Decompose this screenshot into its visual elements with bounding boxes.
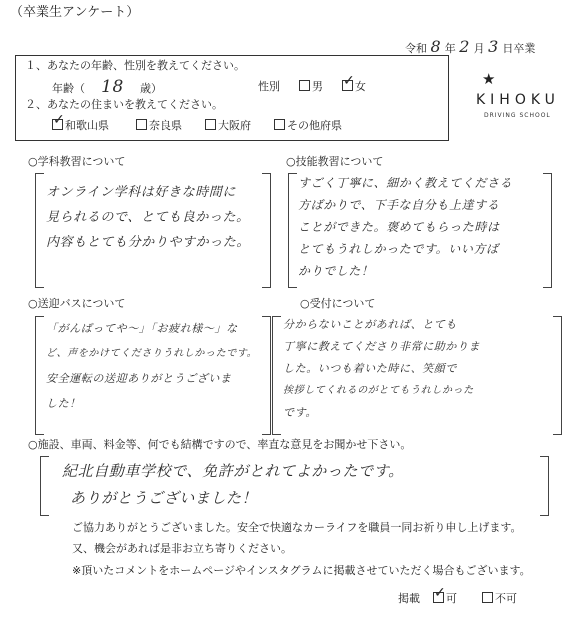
date-year-value: 8 <box>430 37 442 56</box>
q1-label: １、あなたの年齢、性別を教えてください。 <box>25 59 245 72</box>
general-answer-line: 紀北自動車学校で、免許がとれてよかったです。 <box>62 462 404 480</box>
skills-title: ○技能教習について <box>286 155 384 168</box>
male-label: 男 <box>312 80 323 93</box>
bus-answer-line: 安全運転の送迎ありがとうございま <box>46 372 232 385</box>
residence-options <box>52 119 342 133</box>
age-label: 年齢（ <box>52 82 85 95</box>
bus-answer-line: した！ <box>46 397 81 410</box>
general-title: ○施設、車両、料金等、何でも結構ですので、率直な意見をお聞かせ下さい。 <box>28 438 412 451</box>
wakayama-checkbox[interactable] <box>52 119 63 130</box>
footer-visit: 又、機会があれば是非お立ち寄りください。 <box>72 542 292 555</box>
publish-consent <box>398 592 517 606</box>
reception-answer[interactable] <box>283 314 551 424</box>
graduation-date <box>405 37 536 56</box>
reception-answer-line: 分からないことがあれば、とても <box>283 318 457 331</box>
date-era: 令和 <box>405 42 427 55</box>
q2-label: ２、あなたの住まいを教えてください。 <box>25 98 223 111</box>
academic-bracket-left <box>35 173 44 288</box>
general-answer-line: ありがとうございました！ <box>70 489 258 507</box>
date-day-label: 日卒業 <box>502 42 536 55</box>
nara-checkbox[interactable] <box>136 119 147 130</box>
academic-bracket-right <box>262 173 271 288</box>
skills-answer-line: かりでした！ <box>298 264 374 278</box>
other-prefecture-checkbox[interactable] <box>274 119 285 130</box>
male-checkbox[interactable] <box>299 80 310 91</box>
wakayama-label: 和歌山県 <box>65 119 109 132</box>
skills-answer[interactable] <box>298 172 542 282</box>
logo-subtitle: DRIVING SCHOOL <box>484 112 551 119</box>
osaka-checkbox[interactable] <box>205 119 216 130</box>
date-month-value: 2 <box>459 37 471 56</box>
kihoku-logo <box>470 70 565 130</box>
general-bracket-right <box>540 456 549 516</box>
bus-bracket-left <box>35 316 44 435</box>
survey-title: （卒業生アンケート） <box>10 5 140 20</box>
date-day-value: 3 <box>488 37 499 56</box>
reception-answer-line: 丁寧に教えてくださり非常に助かりま <box>283 340 481 353</box>
publish-ok-label: 可 <box>446 592 457 605</box>
age-suffix: 歳） <box>140 82 162 95</box>
skills-bracket-right <box>543 173 552 288</box>
logo-star-icon: ★ <box>482 70 496 88</box>
reception-bracket-left <box>272 316 281 435</box>
date-month-label: 月 <box>473 42 485 55</box>
footer-thanks: ご協力ありがとうございました。安全で快適なカーライフを職員一同お祈り申し上げます。 <box>72 521 522 534</box>
age-row <box>52 77 162 97</box>
bus-answer-line: 「がんばってや～」「お疲れ様～」な <box>46 322 238 335</box>
nara-label: 奈良県 <box>149 119 182 132</box>
reception-bracket-right <box>553 316 562 435</box>
academic-answer-line: オンライン学科は好きな時間に <box>46 185 237 200</box>
other-prefecture-label: その他府県 <box>287 119 342 132</box>
reception-answer-line: した。いつも着いた時に、笑顔で <box>283 362 457 375</box>
academic-answer[interactable] <box>46 180 261 255</box>
osaka-label: 大阪府 <box>218 119 251 132</box>
skills-answer-line: とてもうれしかったです。いい方ば <box>298 242 499 256</box>
skills-answer-line: ことができた。褒めてもらった時は <box>298 220 500 234</box>
skills-answer-line: すごく丁寧に、細かく教えてくださる <box>298 176 513 190</box>
skills-bracket-left <box>288 173 297 288</box>
gender-label: 性別 <box>258 80 280 93</box>
bus-title: ○送迎バスについて <box>28 297 126 310</box>
general-bracket-left <box>40 456 49 516</box>
academic-answer-line: 見られるので、とても良かった。 <box>46 210 250 225</box>
academic-title: ○学科教習について <box>28 155 126 168</box>
female-checkbox[interactable] <box>342 80 353 91</box>
female-label: 女 <box>355 80 366 93</box>
bus-answer[interactable] <box>46 316 261 416</box>
general-answer[interactable] <box>62 458 532 512</box>
skills-answer-line: 方ばかりで、下手な自分も上達する <box>298 198 500 212</box>
age-value[interactable]: 18 <box>101 77 124 97</box>
date-year-label: 年 <box>444 42 456 55</box>
reception-answer-line: 挨拶してくれるのがとてもうれしかった <box>283 385 474 396</box>
footer-note: ※頂いたコメントをホームページやインスタグラムに掲載させていただく場合もございます。 <box>72 564 531 577</box>
publish-ng-checkbox[interactable] <box>482 592 493 603</box>
publish-ok-checkbox[interactable] <box>433 592 444 603</box>
logo-name: KIHOKU <box>476 92 560 108</box>
bus-bracket-right <box>262 316 271 435</box>
bus-answer-line: ど、声をかけてくださりうれしかったです。 <box>46 348 258 359</box>
academic-answer-line: 内容もとても分かりやすかった。 <box>46 235 251 250</box>
reception-answer-line: です。 <box>283 406 317 419</box>
gender-row <box>258 80 366 94</box>
publish-ng-label: 不可 <box>495 592 517 605</box>
reception-title: ○受付について <box>300 297 376 310</box>
publish-label: 掲載 <box>398 592 420 605</box>
